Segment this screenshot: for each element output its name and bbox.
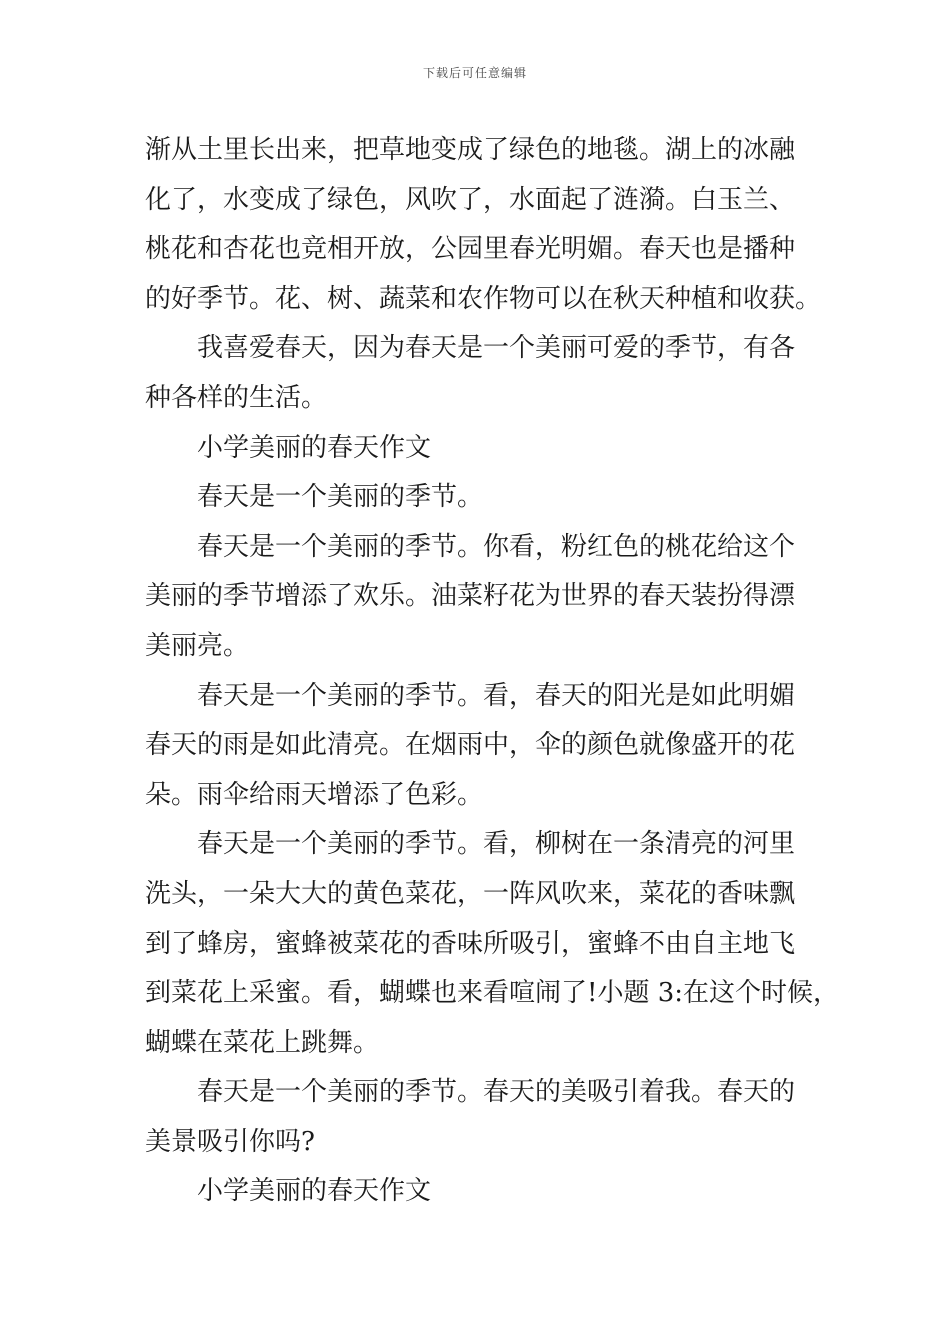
text-line: 到菜花上采蜜。看，蝴蝶也来看喧闹了!小题 3:在这个时候， [145,978,840,1009]
text-line: 美丽亮。 [145,630,250,661]
text-line: 种各样的生活。 [145,382,328,413]
text-line: 朵。雨伞给雨天增添了色彩。 [145,779,484,810]
paragraph-start-line: 春天是一个美丽的季节。看，春天的阳光是如此明媚 [197,680,796,711]
text-line: 的好季节。花、树、蔬菜和农作物可以在秋天种植和收获。 [145,283,822,314]
paragraph-start-line: 我喜爱春天，因为春天是一个美丽可爱的季节，有各 [197,333,796,364]
text-line: 美丽的季节增添了欢乐。油菜籽花为世界的春天装扮得漂 [145,581,796,612]
section-heading: 小学美丽的春天作文 [197,1176,432,1207]
paragraph-start-line: 春天是一个美丽的季节。你看，粉红色的桃花给这个 [197,531,796,562]
paragraph-start-line: 春天是一个美丽的季节。看，柳树在一条清亮的河里 [197,829,796,860]
text-line: 到了蜂房，蜜蜂被菜花的香味所吸引，蜜蜂不由自主地飞 [145,928,796,959]
body-text [145,126,840,1217]
section-heading: 小学美丽的春天作文 [197,432,432,463]
text-line: 洗头，一朵大大的黄色菜花，一阵风吹来，菜花的香味飘 [145,878,796,909]
paragraph-start-line: 春天是一个美丽的季节。 [197,482,484,513]
text-line: 渐从土里长出来，把草地变成了绿色的地毯。湖上的冰融 [145,135,796,165]
text-line: 蝴蝶在菜花上跳舞。 [145,1027,380,1058]
text-line: 化了，水变成了绿色，风吹了，水面起了涟漪。白玉兰、 [145,184,796,215]
paragraph-start-line: 春天是一个美丽的季节。春天的美吸引着我。春天的 [197,1077,796,1108]
text-line: 美景吸引你吗? [145,1126,315,1157]
page-header: 下载后可任意编辑 [422,66,527,80]
text-line: 桃花和杏花也竞相开放，公园里春光明媚。春天也是播种 [145,234,796,265]
text-line: 春天的雨是如此清亮。在烟雨中，伞的颜色就像盛开的花 [145,730,796,761]
